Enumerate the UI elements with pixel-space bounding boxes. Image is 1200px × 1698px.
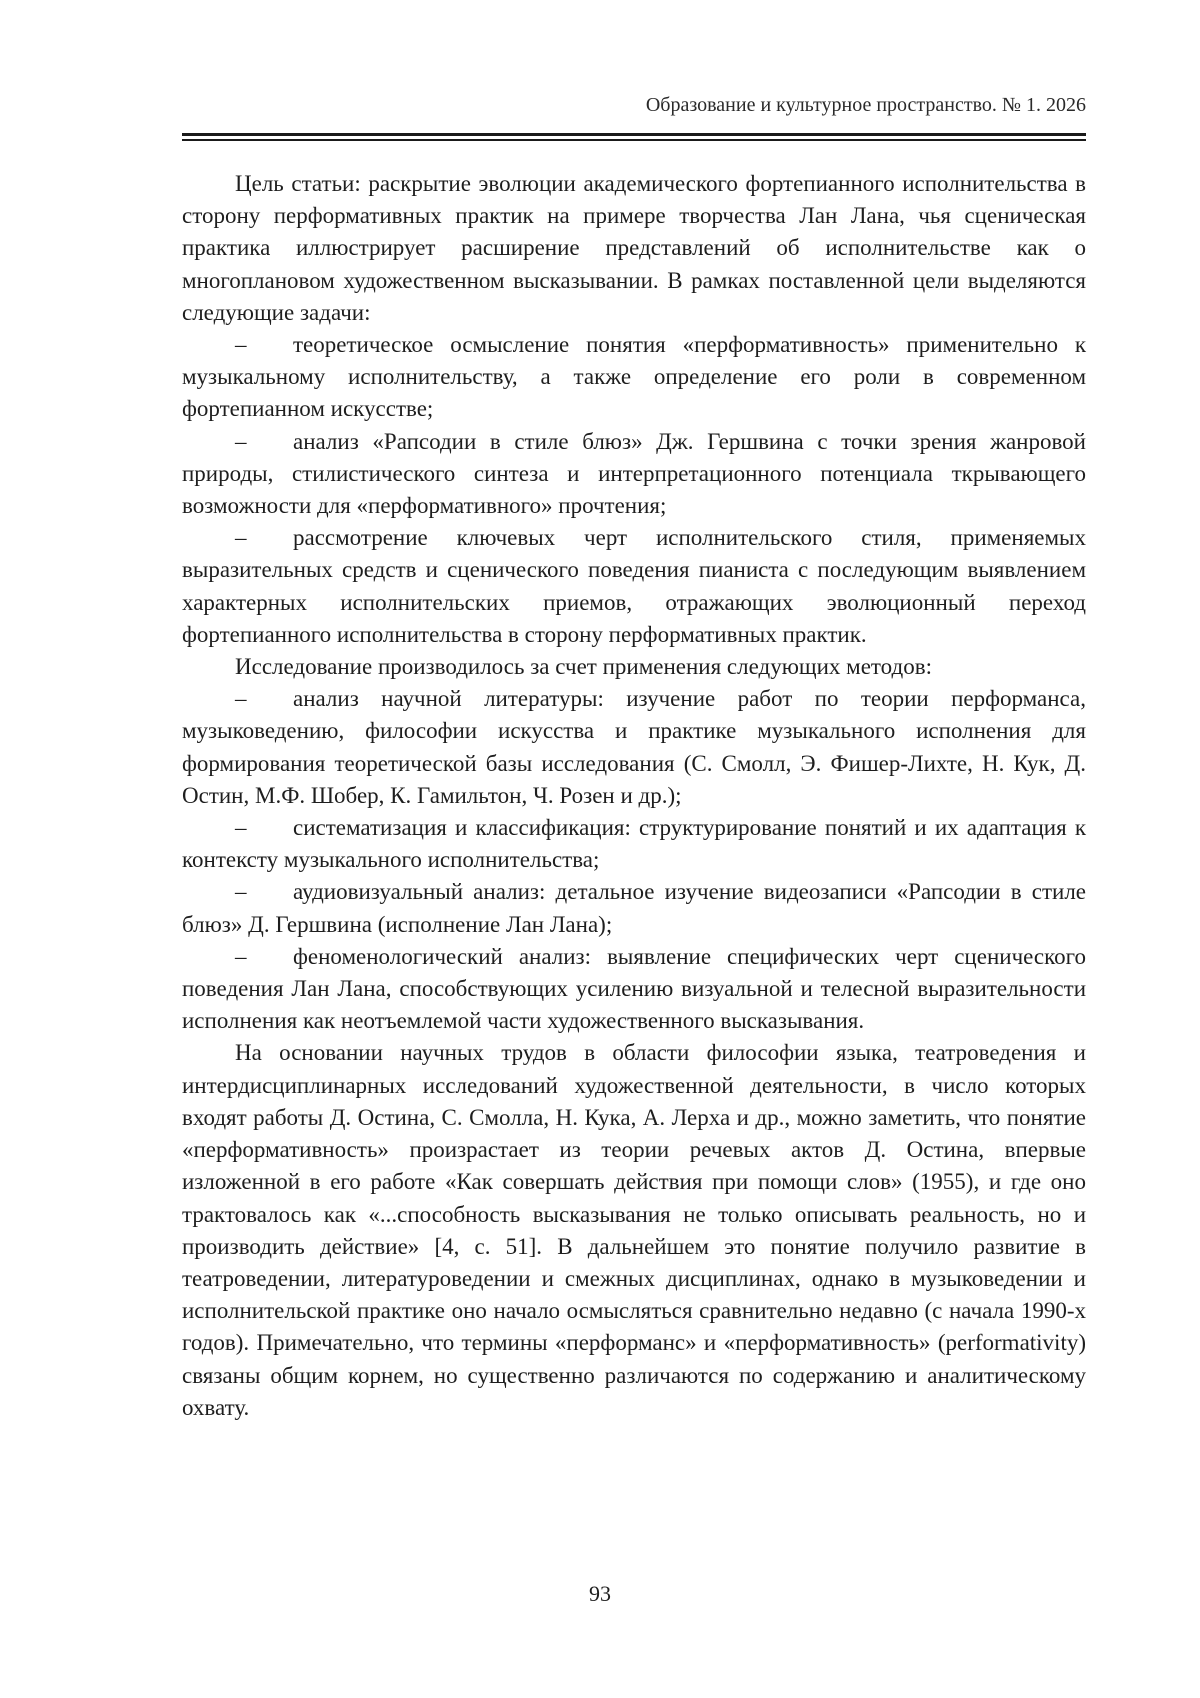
list-dash: – [235, 332, 247, 358]
list-dash: – [235, 525, 247, 551]
body-text [182, 168, 1086, 1424]
list-item-text: систематизация и классификация: структурирование понятий и их адаптация к контексту музыкального исполнительства; [182, 815, 1086, 873]
list-item-text: феноменологический анализ: выявление специфических черт сценического поведения Лан Лана, способствующих усилению визуальной и телесной выразительности исполнения как неотъемлемой части художественного высказывания. [182, 943, 1086, 1034]
list-item-text: рассмотрение ключевых черт исполнительского стиля, применяемых выразительных средств и сценического поведения пианиста с последующим выявлением характерных исполнительских приемов, отражающих эволюционный переход фортепианного исполнительства в сторону перформативных практик. [182, 525, 1086, 647]
list-item-text: теоретическое осмысление понятия «перформативность» применительно к музыкальному исполнительству, а также определение его роли в современном фортепианном искусстве; [182, 332, 1086, 422]
list-dash: – [235, 428, 247, 454]
paragraph-text: Цель статьи: раскрытие эволюции академического фортепианного исполнительства в сторону перформативных практик на примере творчества Лан Лана, чья сценическая практика иллюстрирует расширение представлений об исполнительстве как о многоплановом художественном высказывании. В рамках поставленной цели выделяются следующие задачи: [182, 171, 1086, 325]
list-item [182, 941, 1086, 1038]
list-item [182, 876, 1086, 940]
paragraph-text: Исследование производилось за счет применения следующих методов: [235, 654, 932, 680]
list-item [182, 522, 1086, 651]
list-item [182, 683, 1086, 812]
list-dash: – [235, 815, 247, 841]
list-dash: – [235, 686, 247, 712]
list-dash: – [235, 879, 247, 905]
list-item-text: анализ «Рапсодии в стиле блюз» Дж. Гершвина с точки зрения жанровой природы, стилистического синтеза и интерпретационного потенциала ткрывающего возможности для «перформативного» прочтения; [182, 428, 1086, 519]
list-item [182, 426, 1086, 523]
header-rule-thick [182, 133, 1086, 136]
list-item [182, 329, 1086, 426]
page-number: 93 [589, 1581, 611, 1606]
paragraph-performativity [182, 1037, 1086, 1423]
list-item-text: аудиовизуальный анализ: детальное изучение видеозаписи «Рапсодии в стиле блюз» Д. Гершвина (исполнение Лан Лана); [182, 879, 1086, 937]
paragraph-aim [182, 168, 1086, 329]
running-header: Образование и культурное пространство. № 1. 2026 [645, 94, 1086, 116]
paragraph-methods-intro [182, 651, 1086, 683]
list-item [182, 812, 1086, 876]
header-rule-thin [182, 139, 1086, 141]
list-dash: – [235, 943, 247, 969]
list-item-text: анализ научной литературы: изучение работ по теории перформанса, музыковедению, философии искусства и практике музыкального исполнения для формирования теоретической базы исследования (С. Смолл, Э. Фишер-Лихте, Н. Кук, Д. Остин, М.Ф. Шобер, К. Гамильтон, Ч. Розен и др.); [182, 686, 1086, 808]
paragraph-text: На основании научных трудов в области философии языка, театроведения и интердисциплинарных исследований художественной деятельности, в число которых входят работы Д. Остина, С. Смолла, Н. Кука, А. Лерха и др., можно заметить, что понятие «перформативность» произрастает из теории речевых актов Д. Остина, впервые изложенной в его работе «Как совершать действия при помощи слов» (1955), и где оно трактовалось как «...способность высказывания не только описывать реальность, но и производить действие» [4, с. 51]. В дальнейшем это понятие получило развитие в театроведении, литературоведении и смежных дисциплинах, однако в музыковедении и исполнительской практике оно начало осмысляться сравнительно недавно (с начала 1990-х годов). Примечательно, что термины «перформанс» и «перформативность» (performativity) связаны общим корнем, но существенно различаются по содержанию и аналитическому охвату. [182, 1040, 1086, 1420]
